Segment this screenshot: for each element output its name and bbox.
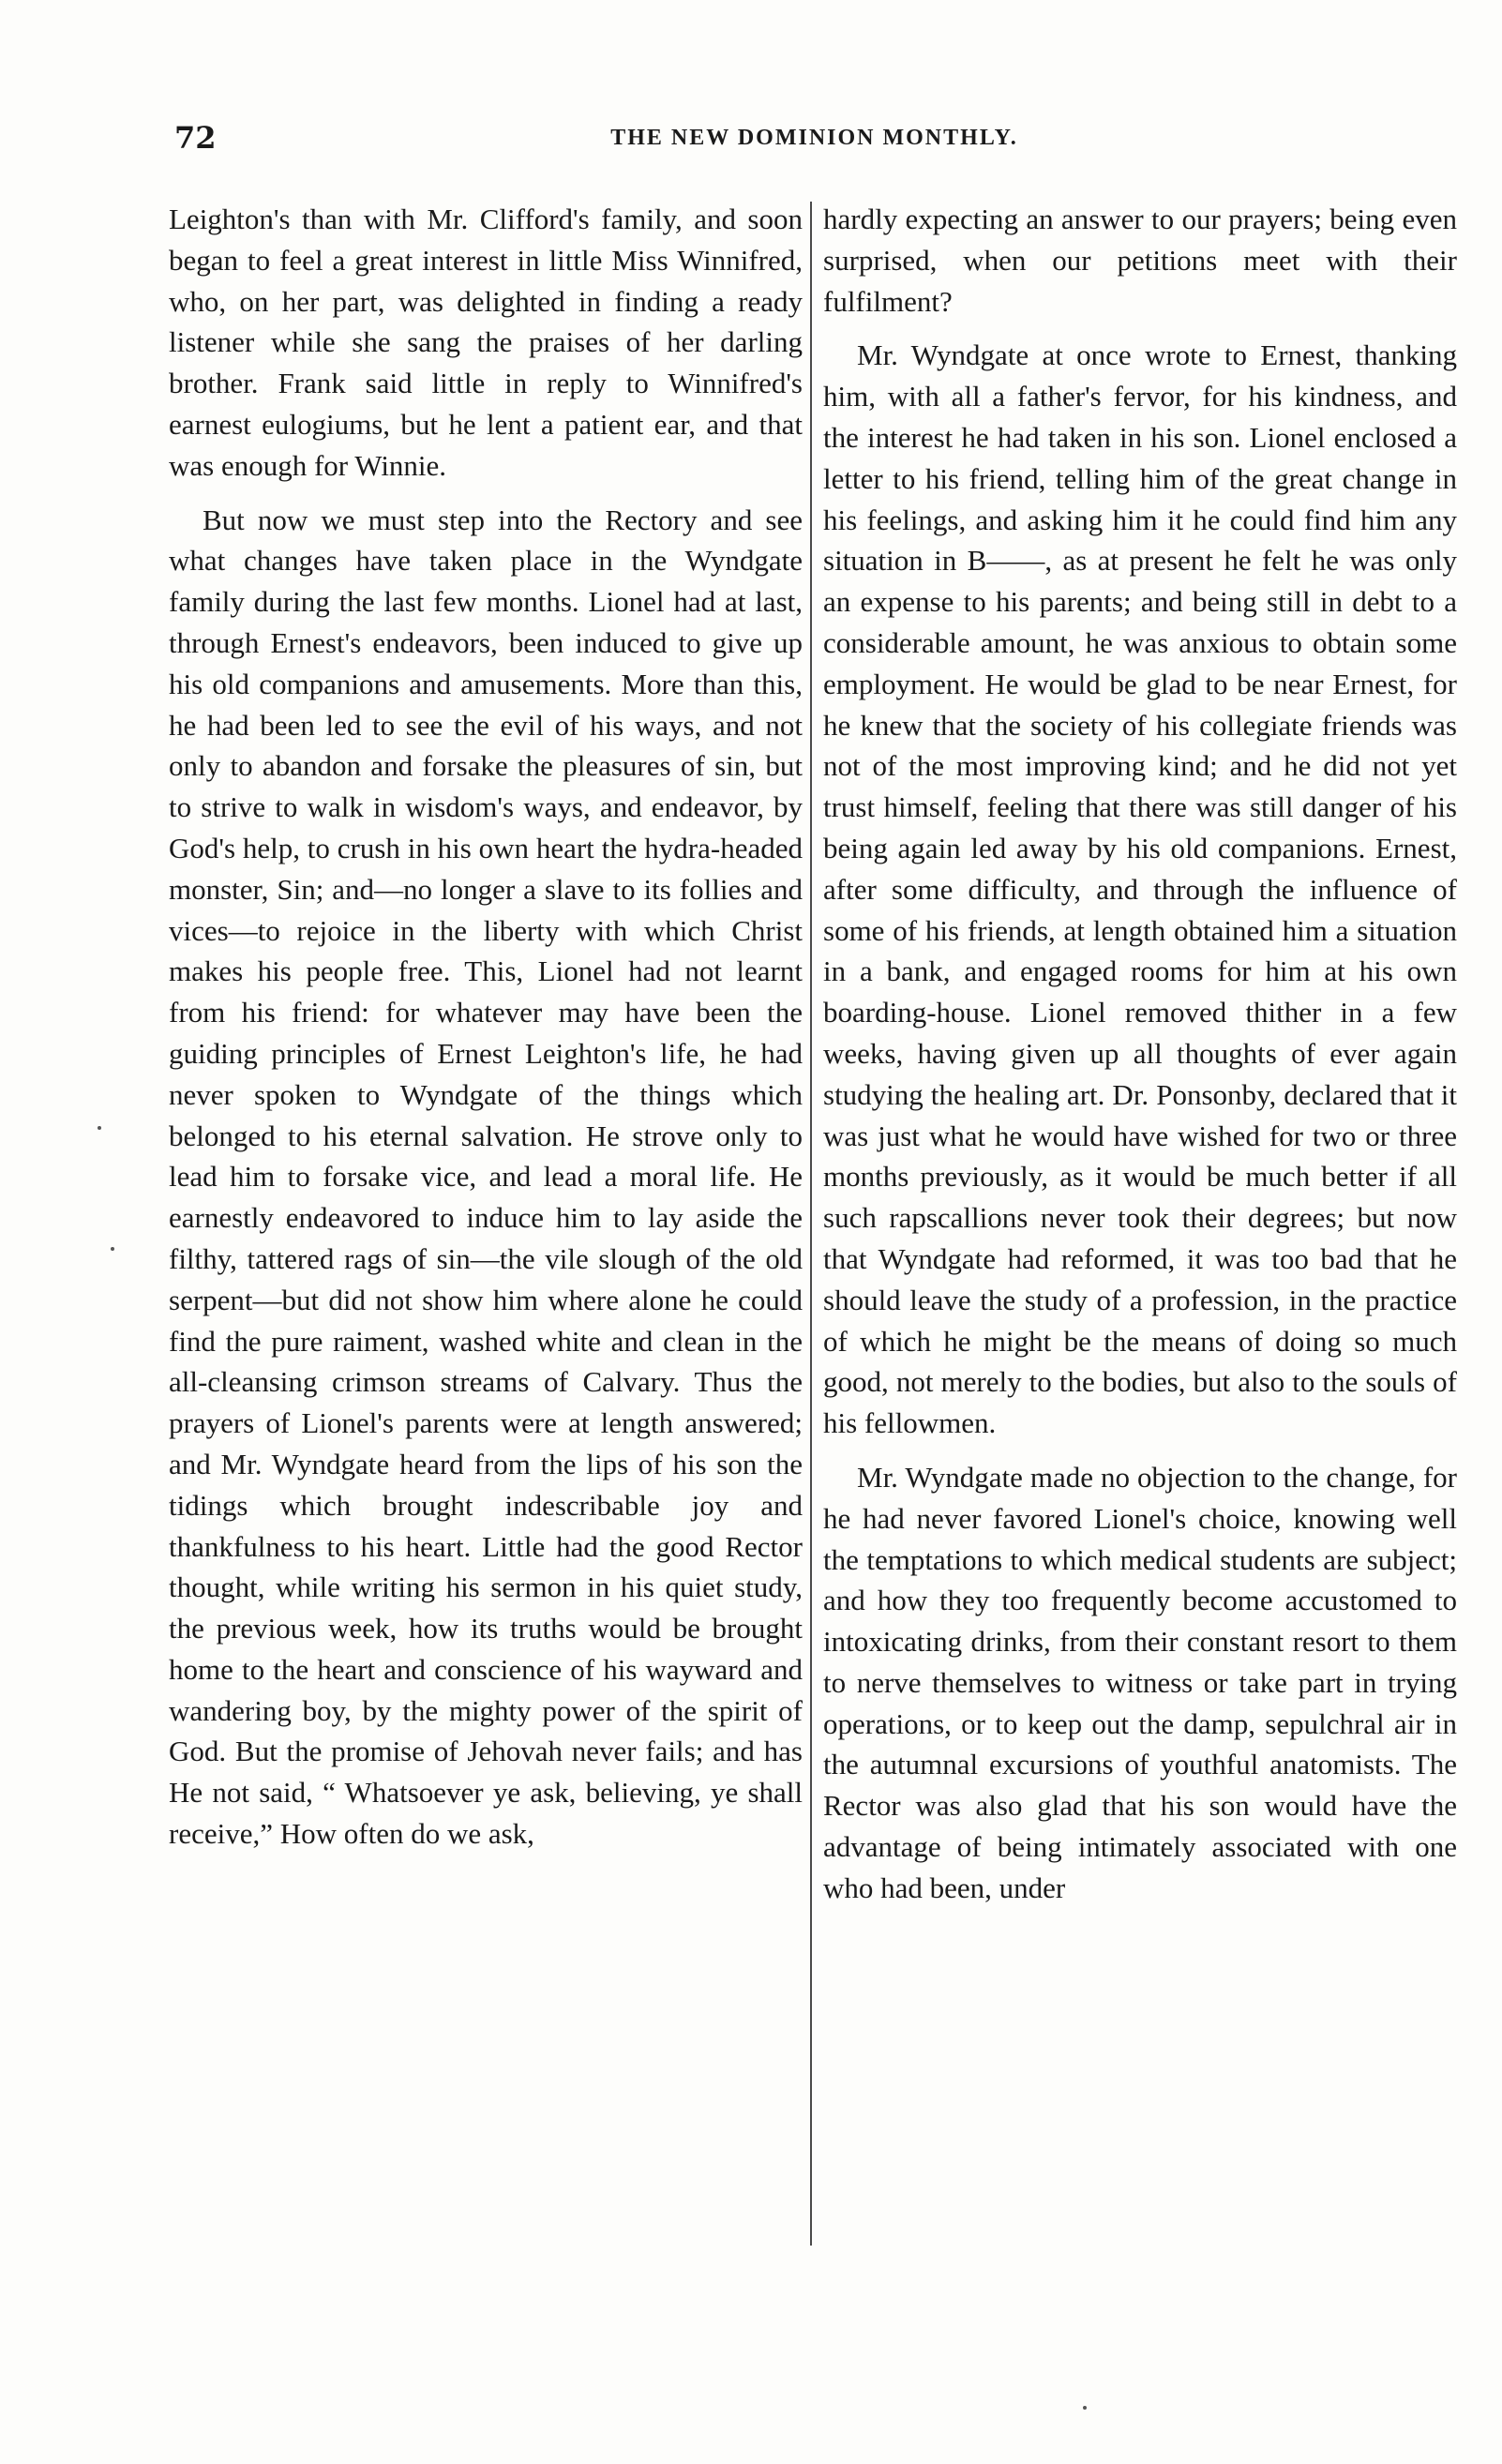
page-number: 72 <box>174 120 217 156</box>
page-header <box>174 120 1454 176</box>
column-divider <box>810 202 812 2246</box>
paragraph: Mr. Wyndgate at once wrote to Ernest, thanking him, with all a father's fervor, for his kindness, and the interest he had taken in his son. Lionel enclosed a letter to his friend, telling him of the great change in his feelings, and asking him it he could find him any situation in B——, as at present he felt he was only an expense to his parents; and being still in debt to a considerable amount, he was anxious to obtain some employment. He would be glad to be near Ernest, for he knew that the society of his collegiate friends was not of the most improving kind; and he did not yet trust himself, feeling that there was still danger of his being again led away by his old companions. Ernest, after some difficulty, and through the influence of some of his friends, at length obtained him a situation in a bank, and engaged rooms for him at his own boarding-house. Lionel removed thither in a few weeks, having given up all thoughts of ever again studying the healing art. Dr. Ponsonby, declared that it was just what he would have wished for two or three months previously, as it would be much better if all such rapscallions never took their degrees; but now that Wyndgate had reformed, it was too bad that he should leave the study of a profession, in the practice of which he might be the means of doing so much good, not merely to the bodies, but also to the souls of his fellowmen. <box>823 338 1457 1440</box>
paragraph: Mr. Wyndgate made no objection to the change, for he had never favored Lionel's choice, knowing well the temptations to which medical students are subject; and how they too frequently become accustomed to intoxicating drinks, from their constant resort to them to nerve themselves to witness or take part in trying operations, or to keep out the damp, sepulchral air in the autumnal excursions of youthful anatomists. The Rector was also glad that his son would have the advantage of being intimately associated with one who had been, under <box>823 1460 1457 1904</box>
margin-speck <box>111 1247 114 1251</box>
running-head: THE NEW DOMINION MONTHLY. <box>610 126 1018 150</box>
margin-speck <box>98 1126 101 1130</box>
paragraph: But now we must step into the Rectory and see what changes have taken place in the Wyndgate family during the last few months. Lionel had at last, through Ernest's endeavors, been induced to give up his old companions and amusements. More than this, he had been led to see the evil of his ways, and not only to abandon and forsake the pleasures of sin, but to strive to walk in wisdom's ways, and endeavor, by God's help, to crush in his own heart the hydra-headed monster, Sin; and—no longer a slave to its follies and vices—to rejoice in the liberty with which Christ makes his people free. This, Lionel had not learnt from his friend: for whatever may have been the guiding principles of Ernest Leighton's life, he had never spoken to Wyndgate of the things which belonged to his eternal salvation. He strove only to lead him to forsake vice, and lead a moral life. He earnestly endeavored to induce him to lay aside the filthy, tattered rags of sin—the vile slough of the old serpent—but did not show him where alone he could find the pure raiment, washed white and clean in the all-cleansing crimson streams of Calvary. Thus the prayers of Lionel's parents were at length answered; and Mr. Wyndgate heard from the lips of his son the tidings which brought indescribable joy and thankfulness to his heart. Little had the good Rector thought, while writing his sermon in his quiet study, the previous week, how its truths would be brought home to the heart and conscience of his wayward and wandering boy, by the mighty power of the spirit of God. But the promise of Jehovah never fails; and has He not said, “ Whatsoever ye ask, believing, ye shall receive,” How often do we ask, <box>169 503 803 1851</box>
paragraph: Leighton's than with Mr. Clifford's family, and soon began to feel a great interest in little Miss Winnifred, who, on her part, was delighted in finding a ready listener while she sang the praises of her darling brother. Frank said little in reply to Winnifred's earnest eulogiums, but he lent a patient ear, and that was enough for Winnie. <box>169 203 803 482</box>
right-column <box>823 199 1457 1909</box>
page-speck <box>1083 2406 1087 2410</box>
left-column <box>169 199 803 1855</box>
paragraph: hardly expecting an answer to our prayers; being even surprised, when our petitions meet with their fulfilment? <box>823 203 1457 318</box>
